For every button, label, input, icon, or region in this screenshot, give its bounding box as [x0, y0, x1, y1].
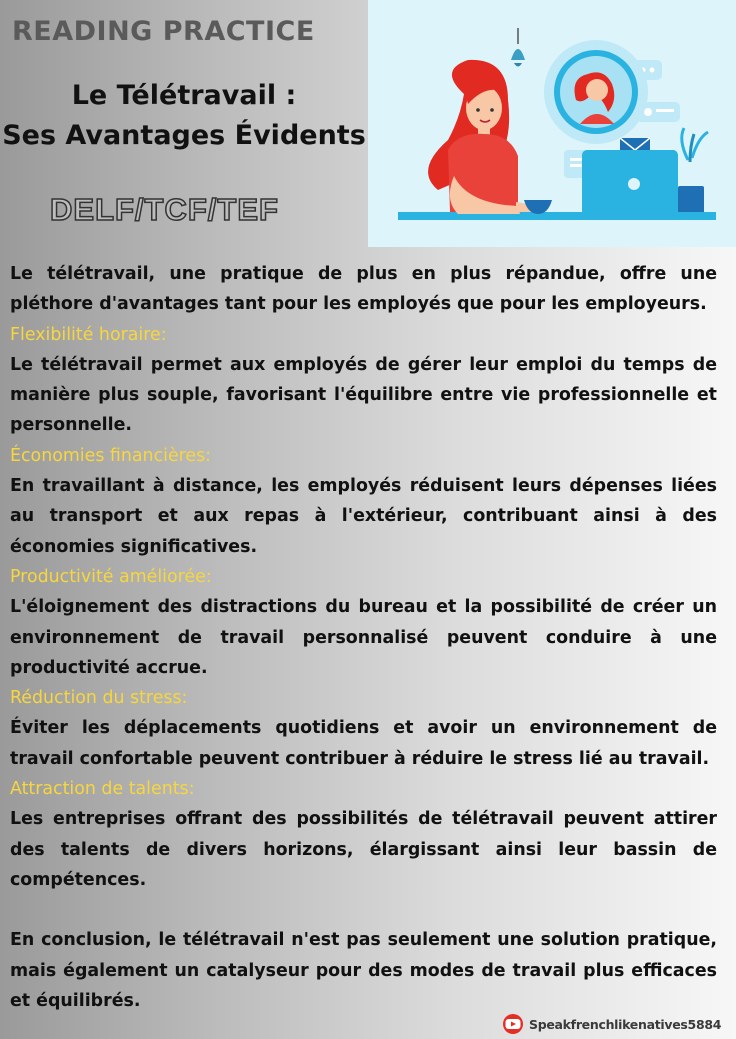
title-line-1: Le Télétravail :	[71, 80, 297, 111]
section-paragraph: Les entreprises offrant des possibilités de télétravail peuvent attirer des talents de divers horizons, élargissant ainsi leur bassin de compétences.	[10, 809, 717, 890]
section-heading: Économies financières:	[10, 445, 212, 466]
exam-names: DELF/TCF/TEF	[50, 192, 279, 227]
section-paragraph: Éviter les déplacements quotidiens et avoir un environnement de travail confortable peuvent contribuer à réduire le stress lié au travail.	[10, 718, 717, 769]
reading-practice-label: READING PRACTICE	[12, 16, 315, 47]
section-paragraph: L'éloignement des distractions du bureau et la possibilité de créer un environnement de travail personnalisé peuvent conduire à une productivité accrue.	[10, 597, 717, 678]
youtube-icon	[500, 1014, 526, 1034]
intro-paragraph: Le télétravail, une pratique de plus en plus répandue, offre une pléthore d'avantages tant pour les employés que pour les employeurs.	[10, 264, 717, 315]
title-line-2: Ses Avantages Évidents	[2, 120, 366, 151]
spacer	[10, 895, 717, 925]
section-heading: Réduction du stress:	[10, 688, 188, 709]
section-heading: Flexibilité horaire:	[10, 324, 167, 345]
conclusion-paragraph: En conclusion, le télétravail n'est pas seulement une solution pratique, mais également un catalyseur pour des modes de travail plus efficaces et équilibrés.	[10, 930, 717, 1011]
section-paragraph: Le télétravail permet aux employés de gérer leur emploi du temps de manière plus souple, favorisant l'équilibre entre vie professionnelle et personnelle.	[10, 354, 717, 436]
channel-name[interactable]: Speakfrenchlikenatives5884	[529, 1016, 722, 1032]
header	[0, 0, 368, 246]
channel-credit[interactable]	[500, 1013, 721, 1035]
section-paragraph: En travaillant à distance, les employés réduisent leurs dépenses liées au transport et aux repas à l'extérieur, contribuant ainsi à des économies significatives.	[10, 476, 717, 557]
section-heading: Attraction de talents:	[10, 779, 195, 800]
article-body	[10, 259, 717, 1016]
remote-work-illustration	[368, 0, 736, 247]
section-heading: Productivité améliorée:	[10, 566, 212, 587]
